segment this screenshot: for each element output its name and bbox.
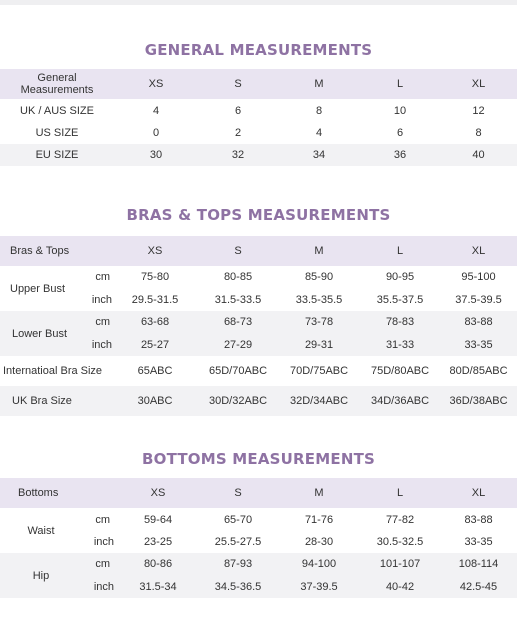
header-cell: L [360, 236, 440, 266]
table-cell: 37.5-39.5 [455, 293, 502, 306]
table-row [0, 356, 517, 386]
header-cell: XS [118, 478, 198, 508]
table-cell: 23-25 [143, 536, 173, 548]
table-cell: 33-35 [464, 536, 493, 548]
unit-label: inch [93, 536, 115, 548]
unit-label: inch [82, 575, 118, 598]
bras-tops-measurements-title: BRAS & TOPS MEASUREMENTS [126, 206, 391, 224]
table-cell: 10 [393, 104, 407, 117]
header-cell: XS [112, 236, 198, 266]
table-cell: 75D/80ABC [370, 365, 430, 377]
table-row [0, 508, 517, 531]
table-row [0, 99, 517, 122]
table-cell: 80-85 [223, 271, 253, 283]
bottoms-measurements-table [0, 478, 517, 598]
header-cell: L [360, 69, 440, 99]
table-row [0, 311, 517, 333]
table-cell: 36D/38ABC [440, 386, 517, 416]
table-cell: 34D/36ABC [360, 386, 440, 416]
header-cell: Bottoms [0, 478, 118, 508]
table-cell: 28-30 [304, 536, 334, 548]
table-cell: 30ABC [112, 386, 198, 416]
header-cell: General Measurements [0, 69, 114, 99]
table-cell: 94-100 [278, 553, 360, 575]
table-header-row [0, 236, 517, 266]
header-cell: XL [440, 69, 517, 99]
table-cell: 42.5-45 [440, 575, 517, 598]
table-cell: 29.5-31.5 [131, 293, 179, 306]
header-cell: XL [440, 478, 517, 508]
unit-label: cm [82, 311, 112, 333]
table-row [0, 266, 517, 288]
header-cell: M [278, 69, 360, 99]
header-cell: L [360, 478, 440, 508]
table-row [0, 122, 517, 144]
table-cell: 85-90 [304, 271, 334, 283]
header-cell: Bras & Tops [0, 236, 112, 266]
table-cell: 30D/32ABC [198, 386, 278, 416]
general-measurements-title: GENERAL MEASUREMENTS [144, 41, 373, 59]
table-cell: 70D/75ABC [289, 365, 349, 377]
row-label: US SIZE [35, 127, 79, 139]
table-cell: 37-39.5 [278, 575, 360, 598]
table-cell: 90-95 [385, 271, 415, 283]
table-row [0, 553, 517, 575]
table-cell: 59-64 [143, 513, 173, 526]
table-cell: 35.5-37.5 [376, 293, 424, 306]
unit-label: cm [95, 513, 111, 526]
row-label: Internatioal Bra Size [3, 365, 103, 377]
table-header-row [0, 478, 517, 508]
unit-label: inch [82, 333, 112, 356]
table-cell: 40-42 [360, 575, 440, 598]
table-cell: 78-83 [360, 311, 440, 333]
table-cell: 30.5-32.5 [376, 536, 424, 548]
table-cell: 4 [315, 127, 323, 139]
row-label: Upper Bust [10, 282, 66, 295]
table-cell: 32D/34ABC [278, 386, 360, 416]
table-cell: 27-29 [198, 333, 278, 356]
header-cell: XS [114, 69, 198, 99]
unit-label: cm [82, 553, 118, 575]
row-label: Waist [27, 524, 55, 537]
table-cell: 31-33 [360, 333, 440, 356]
general-measurements-table [0, 69, 517, 166]
table-cell: 31.5-34 [118, 575, 198, 598]
table-row [0, 144, 517, 166]
table-cell: 101-107 [360, 553, 440, 575]
table-cell: 34.5-36.5 [198, 575, 278, 598]
table-cell: 36 [360, 144, 440, 166]
top-divider [0, 0, 517, 5]
unit-label: cm [95, 271, 111, 283]
table-cell: 65ABC [137, 365, 173, 377]
table-cell: 33-35 [440, 333, 517, 356]
table-cell: 2 [234, 127, 242, 139]
table-cell: 77-82 [385, 513, 415, 526]
table-row [0, 386, 517, 416]
table-cell: 71-76 [304, 513, 334, 526]
table-cell: 87-93 [198, 553, 278, 575]
table-cell: 25.5-27.5 [214, 536, 262, 548]
row-label: Lower Bust [0, 311, 82, 356]
table-cell: 12 [472, 104, 485, 117]
table-cell: 65D/70ABC [208, 365, 268, 377]
table-cell: 68-73 [198, 311, 278, 333]
bras-tops-measurements-table [0, 236, 517, 416]
table-cell: 0 [152, 127, 160, 139]
table-cell: 31.5-33.5 [214, 293, 262, 306]
row-label: EU SIZE [0, 144, 114, 166]
table-cell: 25-27 [112, 333, 198, 356]
table-cell: 33.5-35.5 [295, 293, 343, 306]
table-header-row [0, 69, 517, 99]
table-cell: 8 [475, 127, 482, 139]
table-cell: 83-88 [464, 513, 493, 526]
table-cell: 65-70 [223, 513, 253, 526]
table-cell: 8 [315, 104, 323, 117]
bottoms-measurements-title: BOTTOMS MEASUREMENTS [141, 450, 376, 468]
row-label: Hip [0, 553, 82, 598]
row-label: UK Bra Size [0, 386, 112, 416]
unit-label: inch [91, 293, 113, 306]
table-cell: 63-68 [112, 311, 198, 333]
header-cell: M [278, 236, 360, 266]
table-cell: 30 [114, 144, 198, 166]
table-cell: 108-114 [440, 553, 517, 575]
table-cell: 80D/85ABC [449, 365, 508, 377]
table-cell: 6 [396, 127, 404, 139]
header-cell: S [198, 69, 278, 99]
table-cell: 40 [440, 144, 517, 166]
table-cell: 34 [278, 144, 360, 166]
table-cell: 4 [152, 104, 160, 117]
table-cell: 95-100 [461, 271, 496, 283]
table-cell: 80-86 [118, 553, 198, 575]
table-cell: 75-80 [140, 271, 170, 283]
header-cell: XL [440, 236, 517, 266]
header-cell: S [198, 478, 278, 508]
table-cell: 29-31 [278, 333, 360, 356]
table-cell: 73-78 [278, 311, 360, 333]
table-cell: 32 [198, 144, 278, 166]
header-cell: M [278, 478, 360, 508]
table-cell: 83-88 [440, 311, 517, 333]
header-cell: S [198, 236, 278, 266]
table-cell: 6 [234, 104, 242, 117]
row-label: UK / AUS SIZE [20, 104, 94, 117]
